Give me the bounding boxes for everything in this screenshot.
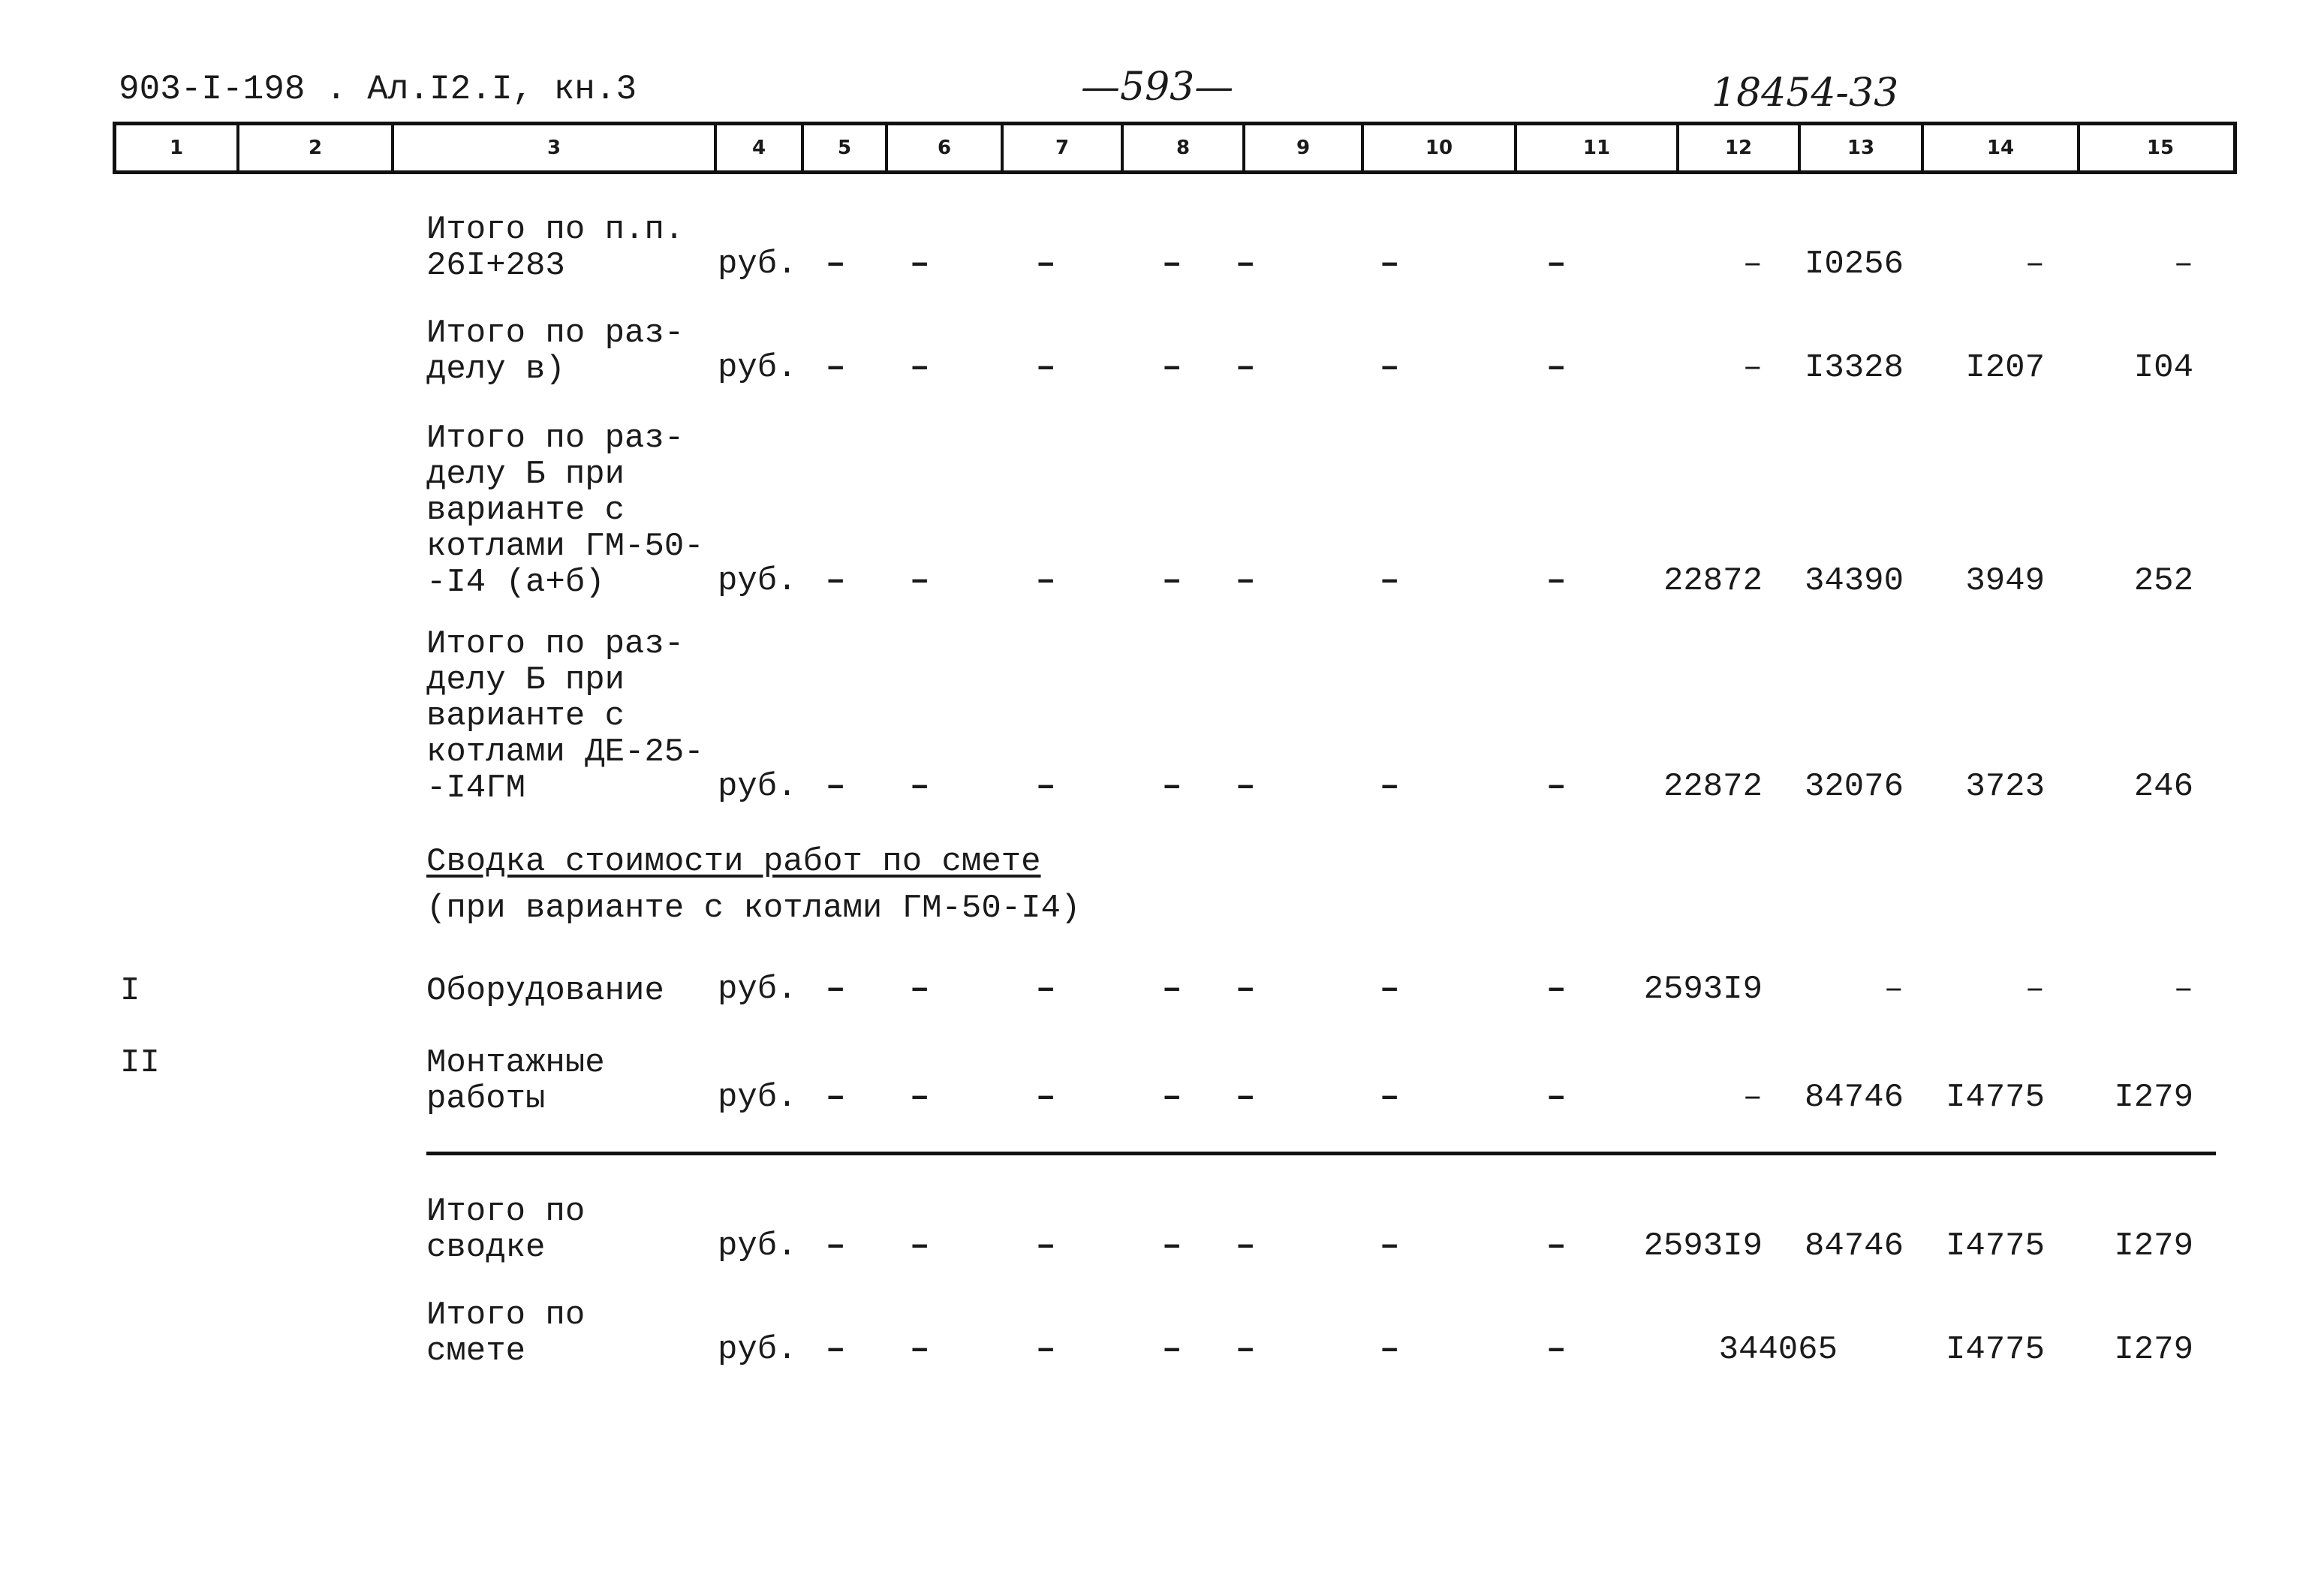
row-4-label: Итого по раз- делу Б при варианте с котлами ДЕ-25- -I4ГМ [426, 625, 704, 807]
summary-item-2-col9-value: – [1236, 1079, 1256, 1116]
row-3-col15-value: 252 [2133, 562, 2193, 600]
summary-item-1-number: I [120, 972, 140, 1010]
summary-item-2-label: Монтажные работы [426, 1044, 605, 1118]
total-summary-label: Итого по сводке [426, 1193, 586, 1266]
row-2-col11-value: – [1546, 349, 1567, 387]
total-estimate-col15-value: I279 [2114, 1331, 2193, 1369]
column-header-9: 9 [1242, 125, 1361, 170]
row-4-col13-value: 32076 [1804, 768, 1904, 806]
row-1-col5-value: – [826, 245, 846, 283]
summary-item-1-col13-value: – [1883, 971, 1904, 1008]
summary-item-2-col11-value: – [1546, 1079, 1567, 1116]
total-summary-col11-value: – [1546, 1227, 1567, 1265]
column-header-6: 6 [885, 125, 1001, 170]
row-4-col11-value: – [1546, 768, 1567, 806]
summary-item-1-col14-value: – [2025, 971, 2045, 1008]
total-summary-col12-value: 2593I9 [1643, 1227, 1763, 1265]
total-summary-unit: руб. [718, 1227, 797, 1265]
summary-divider-line [426, 1152, 2216, 1155]
row-4-col6-value: – [910, 768, 930, 806]
summary-item-1-col12-value: 2593I9 [1643, 971, 1763, 1008]
total-summary-col8-value: – [1162, 1227, 1182, 1265]
summary-item-2-col6-value: – [910, 1079, 930, 1116]
summary-item-2-col12-value: – [1742, 1079, 1763, 1116]
total-summary-col13-value: 84746 [1804, 1227, 1904, 1265]
total-summary-col10-value: – [1380, 1227, 1400, 1265]
row-3-col12-value: 22872 [1663, 562, 1763, 600]
row-2-col9-value: – [1236, 349, 1256, 387]
total-summary-col7-value: – [1036, 1227, 1056, 1265]
summary-item-1-col15-value: – [2173, 971, 2193, 1008]
row-3-col10-value: – [1380, 562, 1400, 600]
summary-item-1-unit: руб. [718, 971, 797, 1008]
row-4-col10-value: – [1380, 768, 1400, 806]
summary-item-2-col8-value: – [1162, 1079, 1182, 1116]
row-1-col11-value: – [1546, 245, 1567, 283]
page-number: —593— [1081, 65, 1234, 110]
row-3-col13-value: 34390 [1804, 562, 1904, 600]
row-2-unit: руб. [718, 349, 797, 387]
row-2-col8-value: – [1162, 349, 1182, 387]
column-header-11: 11 [1514, 125, 1676, 170]
total-summary-col6-value: – [910, 1227, 930, 1265]
column-header-12: 12 [1676, 125, 1798, 170]
total-estimate-col11-value: – [1546, 1331, 1567, 1369]
row-1-unit: руб. [718, 245, 797, 283]
total-estimate-col6-value: – [910, 1331, 930, 1369]
summary-item-2-col15-value: I279 [2114, 1079, 2193, 1116]
row-2-col13-value: I3328 [1804, 349, 1904, 387]
row-2-col15-value: I04 [2133, 349, 2193, 387]
row-1-col8-value: – [1162, 245, 1182, 283]
total-estimate-col5-value: – [826, 1331, 846, 1369]
row-3-col8-value: – [1162, 562, 1182, 600]
total-estimate-col10-value: – [1380, 1331, 1400, 1369]
row-2-col14-value: I207 [1965, 349, 2045, 387]
row-2-col5-value: – [826, 349, 846, 387]
row-1-col10-value: – [1380, 245, 1400, 283]
row-1-col14-value: – [2025, 245, 2045, 283]
column-header-14: 14 [1921, 125, 2077, 170]
total-summary-col14-value: I4775 [1945, 1227, 2045, 1265]
row-3-col7-value: – [1036, 562, 1056, 600]
column-header-1: 1 [169, 137, 184, 159]
summary-item-1-col11-value: – [1546, 971, 1567, 1008]
total-estimate-col14-value: I4775 [1945, 1331, 2045, 1369]
row-1-col9-value: – [1236, 245, 1256, 283]
row-2-col12-value: – [1742, 349, 1763, 387]
summary-item-1-col5-value: – [826, 971, 846, 1008]
row-1-col13-value: I0256 [1804, 245, 1904, 283]
summary-subtitle: (при варианте с котлами ГМ-50-I4) [426, 890, 1081, 927]
column-header-10: 10 [1361, 125, 1514, 170]
total-summary-col5-value: – [826, 1227, 846, 1265]
column-header-13: 13 [1798, 125, 1921, 170]
row-3-col6-value: – [910, 562, 930, 600]
row-4-col12-value: 22872 [1663, 768, 1763, 806]
summary-item-1-col10-value: – [1380, 971, 1400, 1008]
row-3-col5-value: – [826, 562, 846, 600]
row-2-label: Итого по раз- делу в) [426, 315, 685, 388]
row-1-col12-value: – [1742, 245, 1763, 283]
row-3-label: Итого по раз- делу Б при варианте с котлами ГМ-50- -I4 (а+б) [426, 420, 704, 601]
row-4-col5-value: – [826, 768, 846, 806]
total-estimate-label: Итого по смете [426, 1296, 586, 1370]
row-4-col15-value: 246 [2133, 768, 2193, 806]
summary-item-2-unit: руб. [718, 1079, 797, 1116]
column-header-15: 15 [2077, 125, 2241, 170]
summary-item-2-col14-value: I4775 [1945, 1079, 2045, 1116]
summary-item-1-label: Оборудование [426, 972, 664, 1010]
row-4-unit: руб. [718, 768, 797, 806]
column-header-7: 7 [1001, 125, 1121, 170]
document-reference: 903-I-198 . Ал.I2.I, кн.3 [119, 70, 637, 109]
row-3-col14-value: 3949 [1965, 562, 2045, 600]
total-estimate-col8-value: – [1162, 1331, 1182, 1369]
column-header-4: 4 [714, 125, 801, 170]
total-estimate-col9-value: – [1236, 1331, 1256, 1369]
column-header-8: 8 [1121, 125, 1242, 170]
summary-item-2-col13-value: 84746 [1804, 1079, 1904, 1116]
column-header-row [113, 122, 2237, 174]
row-2-col6-value: – [910, 349, 930, 387]
summary-item-1-col7-value: – [1036, 971, 1056, 1008]
total-summary-col15-value: I279 [2114, 1227, 2193, 1265]
row-3-col9-value: – [1236, 562, 1256, 600]
summary-item-2-col7-value: – [1036, 1079, 1056, 1116]
total-estimate-col7-value: – [1036, 1331, 1056, 1369]
row-1-col6-value: – [910, 245, 930, 283]
column-header-2: 2 [236, 125, 391, 170]
stamp-number: 18454-33 [1711, 71, 1899, 116]
summary-item-2-number: II [120, 1044, 160, 1082]
row-3-col11-value: – [1546, 562, 1567, 600]
total-summary-col9-value: – [1236, 1227, 1256, 1265]
row-1-label: Итого по п.п. 26I+283 [426, 211, 685, 285]
summary-item-1-col9-value: – [1236, 971, 1256, 1008]
row-2-col10-value: – [1380, 349, 1400, 387]
summary-item-1-col8-value: – [1162, 971, 1182, 1008]
row-3-unit: руб. [718, 562, 797, 600]
row-1-col7-value: – [1036, 245, 1056, 283]
total-estimate-unit: руб. [718, 1331, 797, 1369]
summary-item-2-col10-value: – [1380, 1079, 1400, 1116]
column-header-3: 3 [391, 125, 714, 170]
summary-item-1-col6-value: – [910, 971, 930, 1008]
column-header-5: 5 [801, 125, 885, 170]
summary-title: Сводка стоимости работ по смете [426, 843, 1041, 881]
summary-item-2-col5-value: – [826, 1079, 846, 1116]
row-4-col8-value: – [1162, 768, 1182, 806]
row-4-col9-value: – [1236, 768, 1256, 806]
total-estimate-col12-13-value: 344065 [1718, 1331, 1838, 1369]
row-4-col14-value: 3723 [1965, 768, 2045, 806]
row-2-col7-value: – [1036, 349, 1056, 387]
row-4-col7-value: – [1036, 768, 1056, 806]
row-1-col15-value: – [2173, 245, 2193, 283]
